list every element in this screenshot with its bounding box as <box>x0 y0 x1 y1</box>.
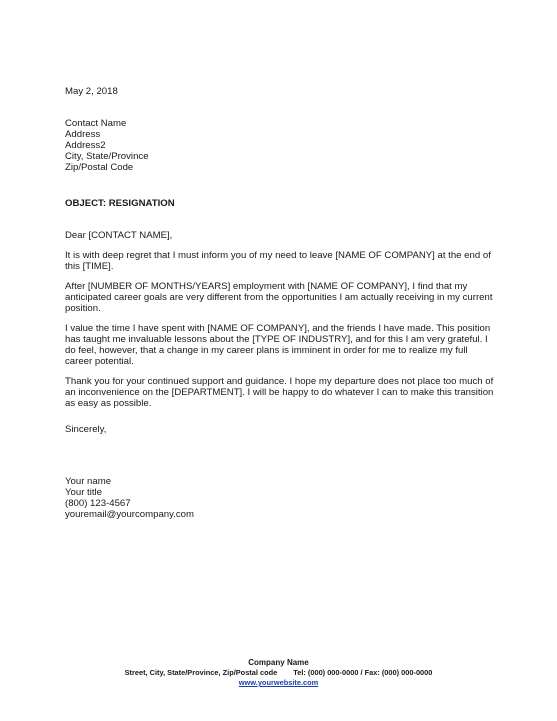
paragraph-1: It is with deep regret that I must inform you of my need to leave [NAME OF COMPANY] at the end of this [TIME]. <box>65 250 491 272</box>
recipient-city-state: City, State/Province <box>65 151 149 162</box>
footer-address: Street, City, State/Province, Zip/Postal code <box>124 668 278 677</box>
letter-date: May 2, 2018 <box>65 86 118 97</box>
footer-address-line <box>0 668 557 678</box>
footer-company-name: Company Name <box>248 658 309 667</box>
paragraph-3: I value the time I have spent with [NAME OF COMPANY], and the friends I have made. This position has taught me invaluable lessons about the [TYPE OF INDUSTRY], and for this I am very grateful. I do feel, however, that a change in my career plans is imminent in order for me to realize my full career potential. <box>65 323 491 367</box>
letter-salutation: Dear [CONTACT NAME], <box>65 230 173 241</box>
letter-closing: Sincerely, <box>65 424 107 435</box>
recipient-name: Contact Name <box>65 118 127 129</box>
recipient-address2: Address2 <box>65 140 106 151</box>
signature-block <box>65 476 495 520</box>
recipient-address1: Address <box>65 129 101 140</box>
signature-email: youremail@yourcompany.com <box>65 509 194 520</box>
signature-phone: (800) 123-4567 <box>65 498 131 509</box>
footer-website-link[interactable]: www.yourwebsite.com <box>238 678 319 687</box>
paragraph-2: After [NUMBER OF MONTHS/YEARS] employment with [NAME OF COMPANY], I find that my anticipated career goals are very different from the opportunities I am actually receiving in my current position. <box>65 281 493 314</box>
letter-subject: OBJECT: RESIGNATION <box>65 198 175 209</box>
signature-name: Your name <box>65 476 112 487</box>
recipient-address-block <box>65 118 495 173</box>
letter-body <box>65 86 495 520</box>
signature-title: Your title <box>65 487 102 498</box>
recipient-zip: Zip/Postal Code <box>65 162 134 173</box>
letterhead-footer <box>0 658 557 688</box>
footer-contact: Tel: (000) 000-0000 / Fax: (000) 000-0000 <box>293 668 433 677</box>
letter-paragraphs <box>65 250 495 409</box>
paragraph-4: Thank you for your continued support and guidance. I hope my departure does not place too much of an inconvenience on the [DEPARTMENT]. I will be happy to do whatever I can to make this transition as easy as possible. <box>65 376 494 409</box>
